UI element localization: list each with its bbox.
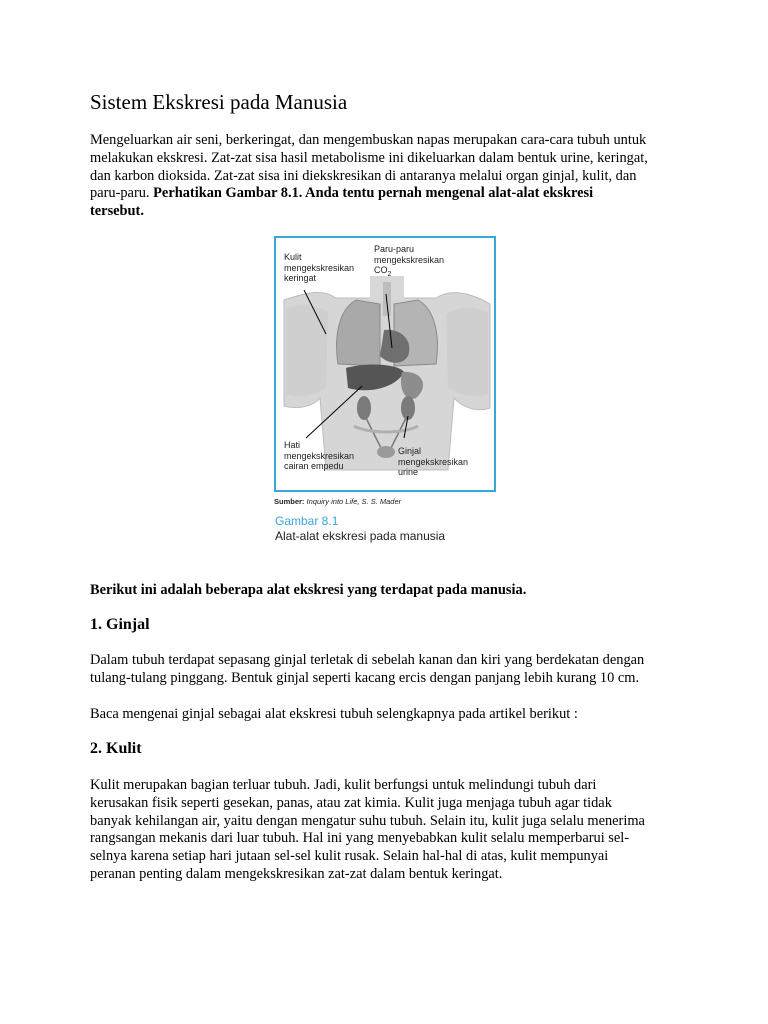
figure-excretory-organs (274, 236, 496, 492)
label-line: Kulit (284, 252, 302, 262)
intro-last-plain: paru-paru. (90, 185, 154, 202)
paragraph-line: Dalam tubuh terdapat sepasang ginjal terletak di sebelah kanan dan kiri yang berdekatan dengan (90, 652, 645, 668)
label-line: cairan empedu (284, 461, 344, 471)
figure-caption: Alat-alat ekskresi pada manusia (275, 529, 446, 543)
label-line: urine (398, 467, 419, 477)
label-kulit (284, 252, 354, 284)
source-label: Sumber: (274, 497, 305, 506)
label-hati (284, 440, 354, 472)
figure-source (274, 497, 401, 506)
intro-line: dan karbon dioksida. Zat-zat sisa ini diekskresikan di antaranya melalui organ ginjal, kulit, dan (90, 167, 637, 184)
label-line: mengekskresikan (374, 254, 445, 265)
intro-line: Mengeluarkan air seni, berkeringat, dan mengembuskan napas merupakan cara-cara tubuh untuk (90, 132, 647, 148)
intro-line (90, 203, 690, 221)
intro-emphasis: Perhatikan Gambar 8.1. Anda tentu pernah mengenal alat-alat ekskresi (153, 185, 594, 202)
label-line: Ginjal (398, 446, 422, 456)
figure-number: Gambar 8.1 (275, 514, 339, 528)
label-paru-paru (374, 244, 444, 280)
source-text: Inquiry into Life, S. S. Mader (306, 497, 402, 506)
co2-subscript: 2 (387, 270, 392, 278)
paragraph-line: banyak kehilangan air, yaitu dengan mengatur suhu tubuh. Selain itu, kulit juga selalu menerima (90, 812, 645, 829)
intro-paragraph (90, 132, 690, 221)
label-line: mengekskresikan (284, 450, 355, 461)
kulit-paragraph (90, 777, 690, 884)
label-line: Paru-paru (374, 244, 415, 254)
paragraph-line: peranan penting dalam mengekskresikan zat-zat dalam bentuk keringat. (90, 865, 503, 882)
ginjal-paragraph (90, 652, 690, 688)
co2-text: CO (374, 265, 388, 275)
label-line: Hati (284, 440, 301, 450)
label-line: keringat (284, 273, 317, 283)
list-intro (90, 582, 690, 600)
paragraph-line: Kulit merupakan bagian terluar tubuh. Jadi, kulit berfungsi untuk melindungi tubuh dari (90, 777, 597, 793)
label-line: mengekskresikan (284, 262, 355, 273)
paragraph-line: rangsangan mekanis dari luar tubuh. Hal ini yang menyebabkan kulit selalu memperbarui sel- (90, 830, 630, 847)
paragraph-line: selnya karena setiap hari jutaan sel-sel kulit rusak. Selain hal-hal di atas, kulit mempunyai (90, 848, 609, 865)
intro-line (90, 185, 690, 203)
paragraph-line: tulang-tulang pinggang. Bentuk ginjal seperti kacang ercis dengan panjang lebih kurang 10 cm. (90, 669, 640, 686)
intro-line: melakukan ekskresi. Zat-zat sisa hasil metabolisme ini dikeluarkan dalam bentuk urine, keringat, (90, 149, 648, 166)
paragraph-line: Baca mengenai ginjal sebagai alat ekskresi tubuh selengkapnya pada artikel berikut : (90, 706, 578, 722)
section-heading-kulit: 2. Kulit (90, 740, 142, 757)
label-ginjal (398, 446, 468, 478)
label-line: mengekskresikan (398, 456, 469, 467)
intro-emphasis-end: tersebut. (90, 203, 144, 220)
ginjal-link-paragraph (90, 706, 690, 724)
section-heading-ginjal: 1. Ginjal (90, 616, 150, 633)
page-title: Sistem Ekskresi pada Manusia (90, 90, 348, 114)
paragraph-line: kerusakan fisik seperti gesekan, panas, atau zat kimia. Kulit juga menjaga tubuh agar tidak (90, 794, 612, 811)
list-intro-text: Berikut ini adalah beberapa alat ekskresi yang terdapat pada manusia. (90, 582, 527, 598)
label-line (374, 265, 444, 280)
